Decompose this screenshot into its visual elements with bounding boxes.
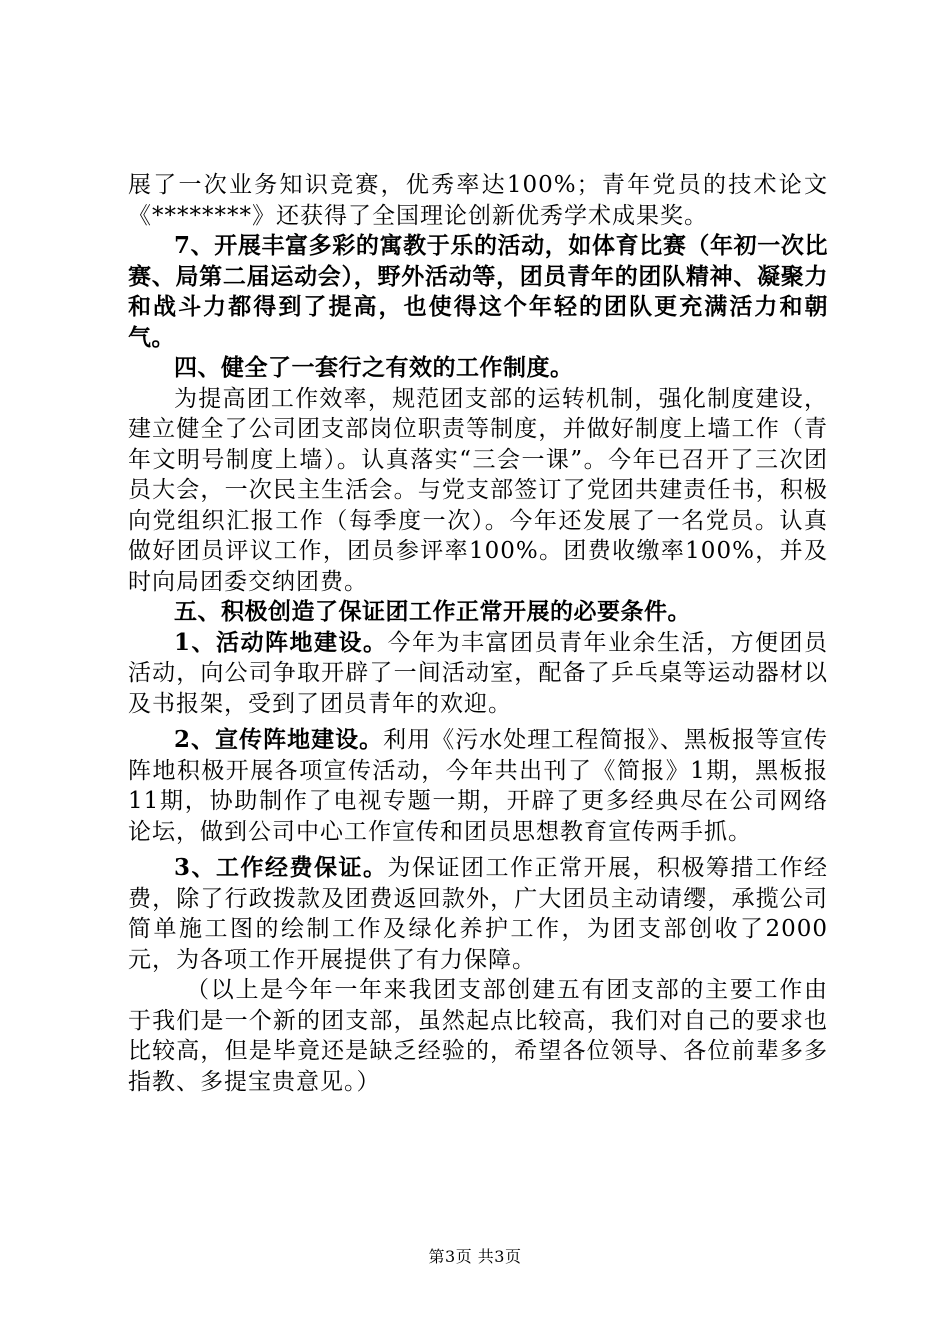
paragraph-body: 今年为丰富团员青年业余生活，方便团员活动，向公司争取开辟了一间活动室，配备了乒乓桌等运动器材以及书报架，受到了团员青年的欢迎。 <box>128 629 828 717</box>
paragraph-activity-base <box>128 628 828 720</box>
page-number: 第3页 共3页 <box>428 1247 522 1266</box>
section-heading-5: 五、积极创造了保证团工作正常开展的必要条件。 <box>174 598 691 625</box>
section-heading-4: 四、健全了一套行之有效的工作制度。 <box>174 354 574 381</box>
paragraph-funding <box>128 853 828 975</box>
document-body <box>128 170 828 1097</box>
paragraph-publicity-base <box>128 725 828 847</box>
paragraph-continuation: 展了一次业务知识竞赛，优秀率达100%；青年党员的技术论文《********》还获得了全国理论创新优秀学术成果奖。 <box>128 172 828 229</box>
paragraph-item-7: 7、开展丰富多彩的寓教于乐的活动，如体育比赛（年初一次比赛、局第二届运动会），野外活动等，团员青年的团队精神、凝聚力和战斗力都得到了提高，也使得这个年轻的团队更充满活力和朝气。 <box>128 232 828 351</box>
paragraph-closing-note: （以上是今年一年来我团支部创建五有团支部的主要工作由于我们是一个新的团支部，虽然起点比较高，我们对自己的要求也比较高，但是毕竟还是缺乏经验的，希望各位领导、各位前辈多多指教、多提宝贵意见。） <box>128 977 828 1095</box>
paragraph-lead: 1、活动阵地建设。 <box>174 628 388 656</box>
paragraph-body: 利用《污水处理工程简报》、黑板报等宣传阵地积极开展各项宣传活动，今年共出刊了《简报》1期，黑板报11期，协助制作了电视专题一期，开辟了更多经典尽在公司网络论坛，做到公司中心工作宣传和团员思想教育宣传两手抓。 <box>128 727 828 845</box>
paragraph-work-system: 为提高团工作效率，规范团支部的运转机制，强化制度建设，建立健全了公司团支部岗位职责等制度，并做好制度上墙工作（青年文明号制度上墙）。认真落实“三会一课”。今年已召开了三次团员大会，一次民主生活会。与党支部签订了党团共建责任书，积极向党组织汇报工作（每季度一次）。今年还发展了一名党员。认真做好团员评议工作，团员参评率100%。团费收缴率100%，并及时向局团委交纳团费。 <box>128 385 828 595</box>
paragraph-lead: 2、宣传阵地建设。 <box>174 726 384 753</box>
paragraph-lead: 3、工作经费保证。 <box>174 854 388 881</box>
paragraph-body: 为保证团工作正常开展，积极筹措工作经费，除了行政拨款及团费返回款外，广大团员主动请缨，承揽公司简单施工图的绘制工作及绿化养护工作，为团支部创收了2000元，为各项工作开展提供了有力保障。 <box>128 855 828 973</box>
